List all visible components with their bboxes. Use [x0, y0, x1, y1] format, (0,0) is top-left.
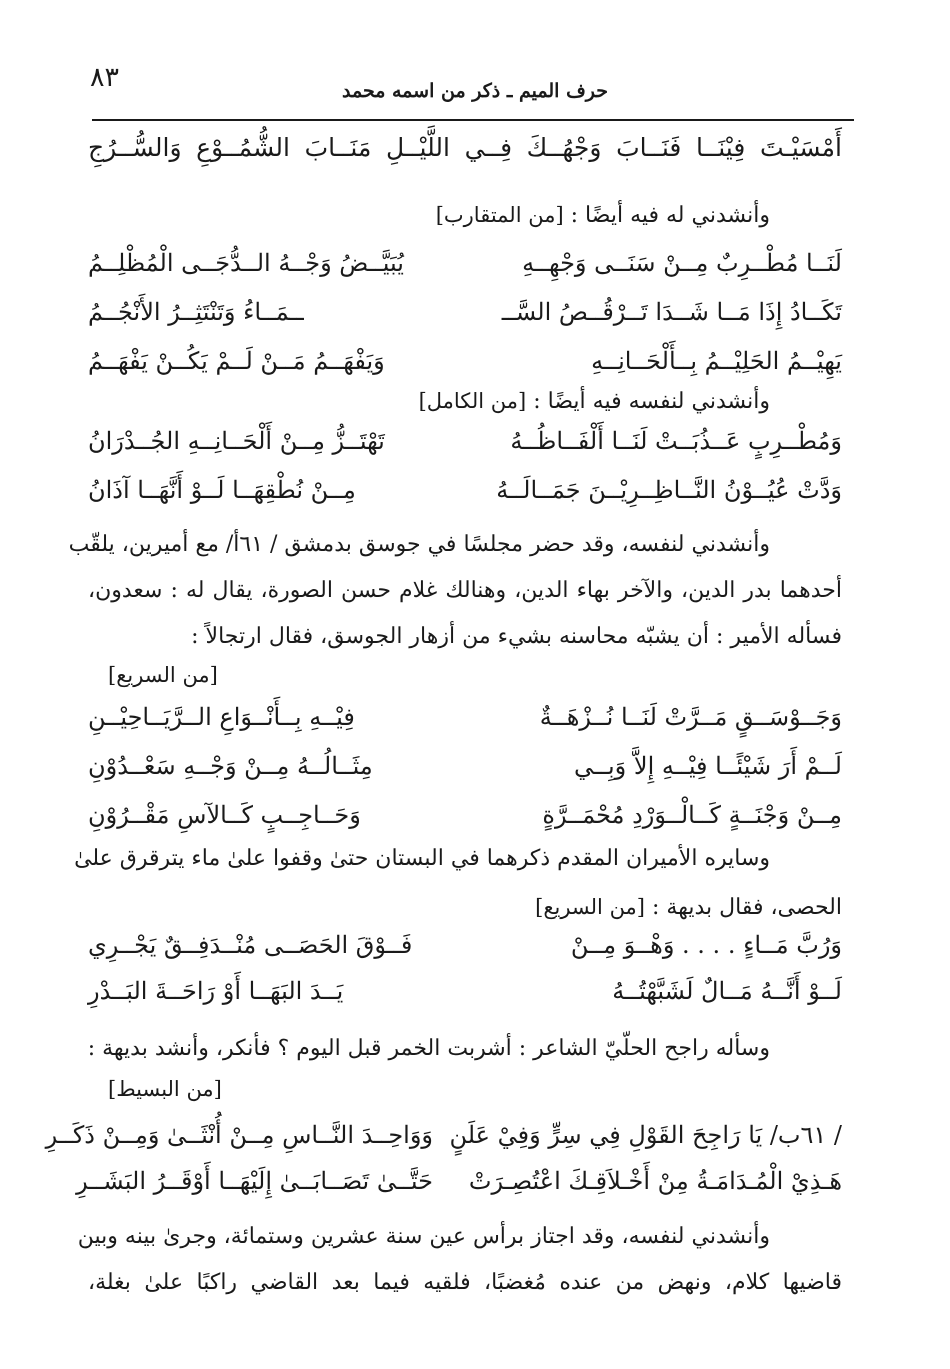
meter-label: [من المتقارب]	[435, 203, 564, 227]
intro-text: وأنشدني لنفسه فيه أيضًا :	[533, 389, 770, 414]
verse-row	[88, 968, 842, 1014]
verse-row	[88, 240, 842, 286]
opening-verse	[88, 125, 842, 171]
prose-line: وسأله راجح الحلّيّ الشاعر : أشربت الخمر قبل اليوم ؟ فأنكر، وأنشد بديهة :	[87, 1036, 770, 1061]
poem-3	[88, 694, 842, 838]
meter-label: [من البسيط]	[108, 1077, 222, 1101]
second-hemistich: مِــنْ نُطْقِهَــا لَــوْ أَنَّهَــا آذَانُ	[88, 476, 356, 504]
first-hemistich: لَــوْ أَنَّــهُ مَــالٌ لَشَبَّهْتُــهُ	[612, 977, 842, 1005]
meter-label: [من السريع]	[535, 895, 645, 919]
first-hemistich: لَنَــا مُطْــرِبٌ مِــنْ سَنَــى وَجْهِــهِ	[522, 249, 842, 277]
prose-line: فسأله الأمير : أن يشبّه محاسنه بشيء من أزهار الجوسق، فقال ارتجالاً :	[191, 624, 842, 649]
prose-paragraph-1	[68, 522, 842, 660]
prose-line: وأنشدني لنفسه، وقد حضر مجلسًا في جوسق بدمشق / ٦١أ/ مع أميرين، يلقّب	[68, 532, 770, 557]
header-rule	[92, 119, 854, 121]
first-hemistich: لَــمْ أَرَ شَيْئًــا فِيْــهِ إِلاَّ وَبِــي	[573, 752, 842, 780]
intro-text: وأنشدني له فيه أيضًا :	[570, 203, 770, 228]
second-hemistich: وَوَاحِــدَ النَّــاسِ مِــنْ أُنْثَــىٰ وَمِــنْ ذَكَــرِ	[45, 1121, 433, 1149]
prose-line: أحدهما بدر الدين، والآخر بهاء الدين، وهنالك غلام حسن الصورة، يقال له : سعدون،	[88, 578, 842, 603]
first-hemistich: يَهِيْــمُ الحَلِيْــمُ بِــأَلْحَــانِــهِ	[591, 347, 842, 375]
first-hemistich: وَدَّتْ عُيُــوْنُ النَّــاظِــرِيْــنَ جَمَــالَــهُ	[496, 476, 842, 504]
second-hemistich: ــمَــاءُ وَتَنْتَثِــرُ الأَنْجُــمُ	[88, 298, 304, 326]
second-hemistich: وَحَــاجِــبٍ كَــالآسِ مَقْــرُوْنِ	[88, 801, 361, 829]
verse-row	[45, 1112, 842, 1158]
verse-row	[88, 467, 842, 513]
first-hemistich: وَمُطْــرِبٍ عَــذُبَــتْ لَنَــا أَلْفَــاظُــهُ	[510, 427, 842, 455]
verse-row	[88, 418, 842, 464]
second-hemistich: فِيْــهِ بِــأَنْــوَاعِ الــرَّيَــاحِيْــنِ	[88, 703, 355, 731]
intro-text: الحصى، فقال بديهة :	[652, 895, 842, 920]
second-hemistich: يُبَيَّــضُ وَجْــهُ الــدُّجَــى الْمُظْلِــمُ	[88, 249, 404, 277]
second-hemistich: وَيَفْهَــمُ مَــنْ لَــمْ يَكُــنْ يَفْهَــمُ	[88, 347, 385, 375]
verse-row	[88, 922, 842, 968]
meter-row	[88, 652, 842, 698]
prose-line: قاضيها كلام، ونهض من عنده مُغضبًا، فلقيه فيما بعد القاضي راكبًا علىٰ بغلة،	[88, 1270, 842, 1295]
verse-row	[88, 792, 842, 838]
meter-label: [من الكامل]	[418, 389, 527, 413]
verse-line: أَمْسَيْـتَ فِيْنَــا فَنَــابَ وَجْهُــكَ فِــي اللَّيْــلِ مَنَــابَ الشُّمُــوْعِ وَالسُّــرُجِ	[88, 133, 842, 162]
verse-row	[76, 1158, 842, 1204]
verse-row	[88, 289, 842, 335]
running-head: حرف الميم ـ ذكر من اسمه محمد	[341, 80, 608, 102]
first-hemistich: وَجَــوْسَــقٍ مَــرَّتْ لَنَــا نُــزْهَــةٌ	[539, 703, 842, 731]
second-hemistich: يَــدَ البَهَــا أَوْ رَاحَــةَ البَــدْرِ	[88, 977, 344, 1005]
first-hemistich: وَرُبَّ مَــاءٍ . . . . وَهْــوَ مِــنْ	[570, 931, 842, 959]
second-hemistich: تَهْتَــزُّ مِــنْ أَلْحَــانِــهِ الجُــدْرَانُ	[88, 427, 385, 455]
intro-line	[88, 192, 842, 238]
prose-line: وأنشدني لنفسه، وقد اجتاز برأس عين سنة عشرين وستمائة، وجرىٰ بينه وبين	[77, 1224, 770, 1249]
prose-paragraph-2	[74, 836, 842, 882]
prose-line: وسايره الأميران المقدم ذكرهما في البستان حتىٰ وقفوا علىٰ ماء يترقرق علىٰ	[74, 846, 770, 871]
second-hemistich: فَــوْقَ الحَصَــى مُنْــدَفِــقٌ يَجْــرِي	[88, 931, 413, 959]
verse-row	[88, 694, 842, 740]
poem-1	[88, 240, 842, 384]
meter-label: [من السريع]	[108, 663, 218, 687]
second-hemistich: حَتَّــىٰ تَصَــابَــىٰ إِلَيْهَــا أَوْقَــرُ البَشَــرِ	[76, 1167, 433, 1195]
poem-2	[88, 418, 842, 513]
first-hemistich: تَكَــادُ إِذَا مَــا شَــدَا تَــرْقُــصُ السَّــ	[501, 298, 842, 326]
poem-5	[45, 1112, 842, 1204]
first-hemistich: مِــنْ وَجْنَــةٍ كَــالْــوَرْدِ مُحْمَــرَّةٍ	[542, 801, 842, 829]
poem-intro-1	[88, 192, 842, 238]
prose-paragraph-4	[77, 1214, 842, 1306]
page-number: ٨٣	[90, 62, 120, 93]
first-hemistich: هَـذِيْ الْمُـدَامَـةُ مِنْ أَخْـلاَقِـكَ اعْتُصِـرَتْ	[468, 1167, 842, 1195]
verse-row	[88, 743, 842, 789]
poem-4	[88, 922, 842, 1014]
first-hemistich: / ٦١ب/ يَا رَاجِحَ القَوْلِ فِي سِرٍّ وَفِيْ عَلَنٍ	[449, 1121, 842, 1149]
second-hemistich: مِثَــالُــهُ مِــنْ وَجْــهِ سَعْــدُوْنِ	[88, 752, 373, 780]
meter-row	[88, 1066, 842, 1112]
